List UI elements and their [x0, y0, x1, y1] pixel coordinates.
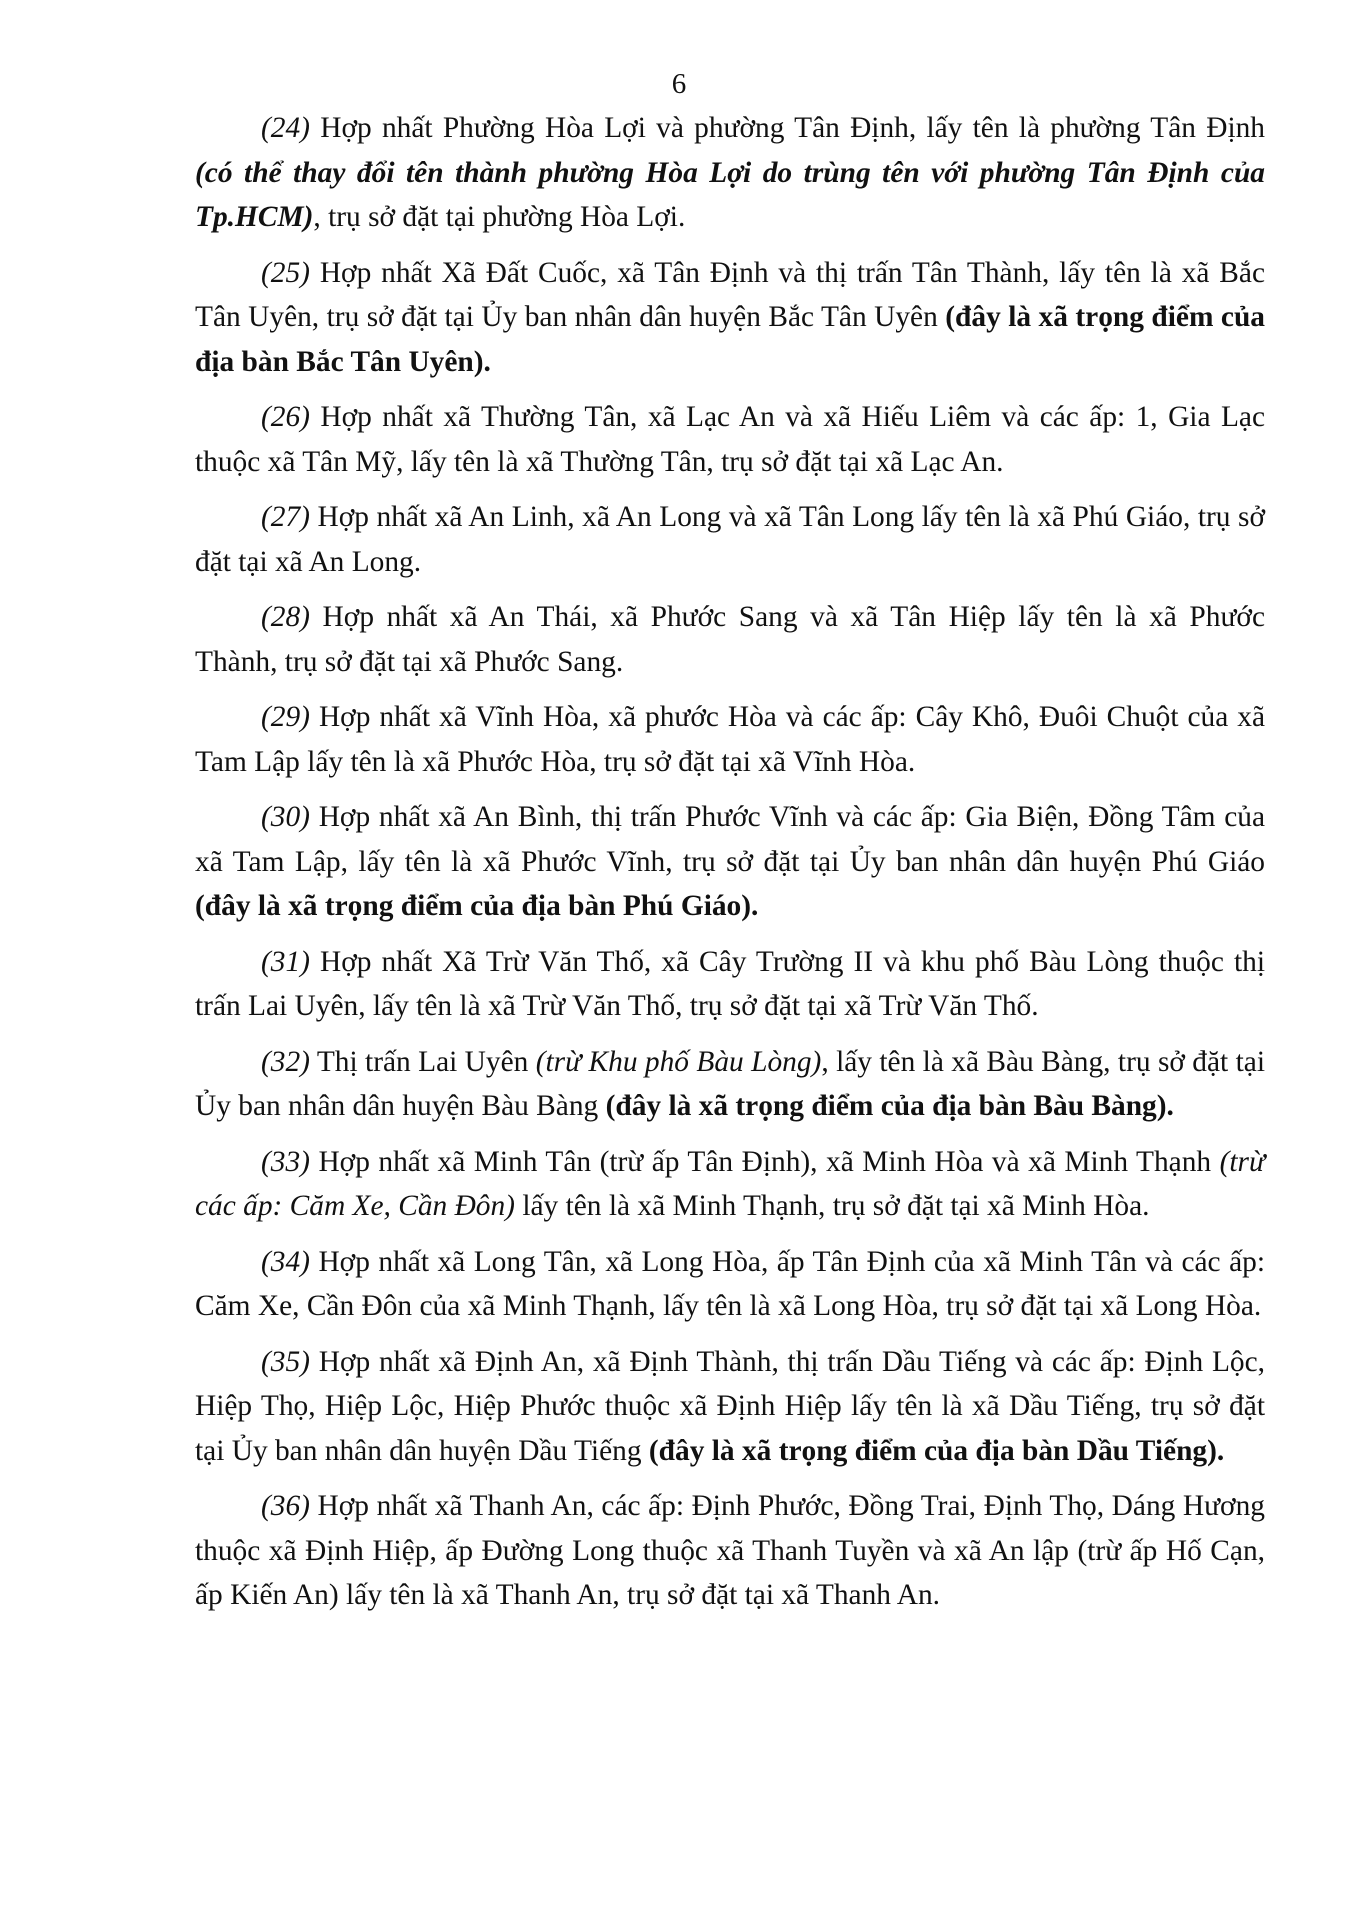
text-run: Hợp nhất xã Thường Tân, xã Lạc An và xã Hiếu Liêm và các ấp: 1, Gia Lạc thuộc xã Tân Mỹ, lấy tên là xã Thường Tân, trụ sở đặt tại xã Lạc An. — [195, 401, 1265, 478]
text-run: lấy tên là xã Minh Thạnh, trụ sở đặt tại xã Minh Hòa. — [514, 1190, 1150, 1222]
item-number: (35) — [261, 1345, 310, 1378]
paragraph-29 — [195, 695, 1265, 784]
paragraph-25 — [195, 251, 1265, 385]
paragraph-33 — [195, 1140, 1265, 1229]
item-number: (31) — [261, 945, 310, 978]
text-run-bold: (đây là xã trọng điểm của địa bàn Bàu Bàng). — [605, 1090, 1174, 1122]
paragraph-24 — [195, 106, 1265, 240]
text-run: Thị trấn Lai Uyên — [309, 1045, 536, 1078]
paragraph-35 — [195, 1340, 1265, 1474]
item-number: (34) — [261, 1245, 310, 1278]
item-number: (24) — [261, 112, 310, 144]
paragraph-28 — [195, 595, 1265, 684]
text-run: Hợp nhất Xã Đất Cuốc, xã Tân Định và thị trấn Tân Thành, lấy tên là xã Bắc Tân Uyên, trụ sở đặt tại Ủy ban nhân dân huyện Bắc Tân Uyên — [195, 256, 1265, 333]
paragraph-26 — [195, 395, 1265, 484]
paragraph-34 — [195, 1240, 1265, 1329]
page-number: 6 — [671, 68, 687, 100]
paragraph-27 — [195, 495, 1265, 584]
text-run-italic: (trừ các ấp: Căm Xe, Cần Đôn) — [195, 1145, 1265, 1222]
paragraph-32 — [195, 1040, 1265, 1129]
paragraph-31 — [195, 940, 1265, 1029]
item-number: (25) — [261, 256, 310, 289]
item-number: (36) — [261, 1490, 310, 1522]
text-run: Hợp nhất xã Vĩnh Hòa, xã phước Hòa và các ấp: Cây Khô, Đuôi Chuột của xã Tam Lập lấy tên là xã Phước Hòa, trụ sở đặt tại xã Vĩnh Hòa. — [195, 701, 1265, 778]
text-run: Hợp nhất xã Thanh An, các ấp: Định Phước, Đồng Trai, Định Thọ, Dáng Hương thuộc xã Định Hiệp, ấp Đường Long thuộc xã Thanh Tuyền và xã An lập (trừ ấp Hố Cạn, ấp Kiến An) lấy tên là xã Thanh An, trụ sở đặt tại xã Thanh An. — [195, 1490, 1265, 1611]
item-number: (33) — [261, 1145, 310, 1178]
text-run: Hợp nhất xã An Bình, thị trấn Phước Vĩnh và các ấp: Gia Biện, Đồng Tâm của xã Tam Lập, lấy tên là xã Phước Vĩnh, trụ sở đặt tại Ủy ban nhân dân huyện Phú Giáo — [195, 801, 1265, 878]
text-run-italic: (trừ Khu phố Bàu Lòng) — [535, 1045, 822, 1078]
text-run: Hợp nhất xã Minh Tân (trừ ấp Tân Định), xã Minh Hòa và xã Minh Thạnh — [309, 1145, 1220, 1178]
text-run: Hợp nhất xã An Linh, xã An Long và xã Tân Long lấy tên là xã Phú Giáo, trụ sở đặt tại xã An Long. — [195, 501, 1265, 578]
text-run: Hợp nhất xã Long Tân, xã Long Hòa, ấp Tân Định của xã Minh Tân và các ấp: Căm Xe, Cần Đôn của xã Minh Thạnh, lấy tên là xã Long Hòa, trụ sở đặt tại xã Long Hòa. — [195, 1245, 1265, 1322]
text-run-bold: (đây là xã trọng điểm của địa bàn Phú Giáo). — [195, 890, 759, 922]
text-run-bold: (đây là xã trọng điểm của địa bàn Dầu Tiếng). — [648, 1434, 1225, 1467]
item-number: (28) — [261, 601, 310, 633]
item-number: (30) — [261, 801, 310, 833]
text-run: Hợp nhất Phường Hòa Lợi và phường Tân Định, lấy tên là phường Tân Định — [309, 112, 1265, 144]
text-run: Hợp nhất Xã Trừ Văn Thố, xã Cây Trường II và khu phố Bàu Lòng thuộc thị trấn Lai Uyên, lấy tên là xã Trừ Văn Thố, trụ sở đặt tại xã Trừ Văn Thố. — [195, 945, 1265, 1022]
text-run: , trụ sở đặt tại phường Hòa Lợi. — [313, 201, 686, 233]
text-run: , lấy tên là xã Bàu Bàng, trụ sở đặt tại Ủy ban nhân dân huyện Bàu Bàng — [195, 1045, 1265, 1122]
text-run: Hợp nhất xã An Thái, xã Phước Sang và xã Tân Hiệp lấy tên là xã Phước Thành, trụ sở đặt tại xã Phước Sang. — [195, 601, 1265, 678]
text-run-bold-italic: (có thể thay đổi tên thành phường Hòa Lợi do trùng tên với phường Tân Định của Tp.HCM) — [195, 156, 1265, 233]
item-number: (26) — [261, 401, 310, 433]
item-number: (32) — [261, 1045, 310, 1078]
document-body — [195, 106, 1265, 1629]
paragraph-36 — [195, 1484, 1265, 1618]
item-number: (29) — [261, 701, 310, 733]
paragraph-30 — [195, 795, 1265, 929]
text-run: Hợp nhất xã Định An, xã Định Thành, thị trấn Dầu Tiếng và các ấp: Định Lộc, Hiệp Thọ, Hiệp Lộc, Hiệp Phước thuộc xã Định Hiệp lấy tên là xã Dầu Tiếng, trụ sở đặt tại Ủy ban nhân dân huyện Dầu Tiếng — [195, 1345, 1265, 1467]
item-number: (27) — [261, 501, 310, 533]
text-run-bold: (đây là xã trọng điểm của địa bàn Bắc Tân Uyên). — [195, 301, 1265, 378]
